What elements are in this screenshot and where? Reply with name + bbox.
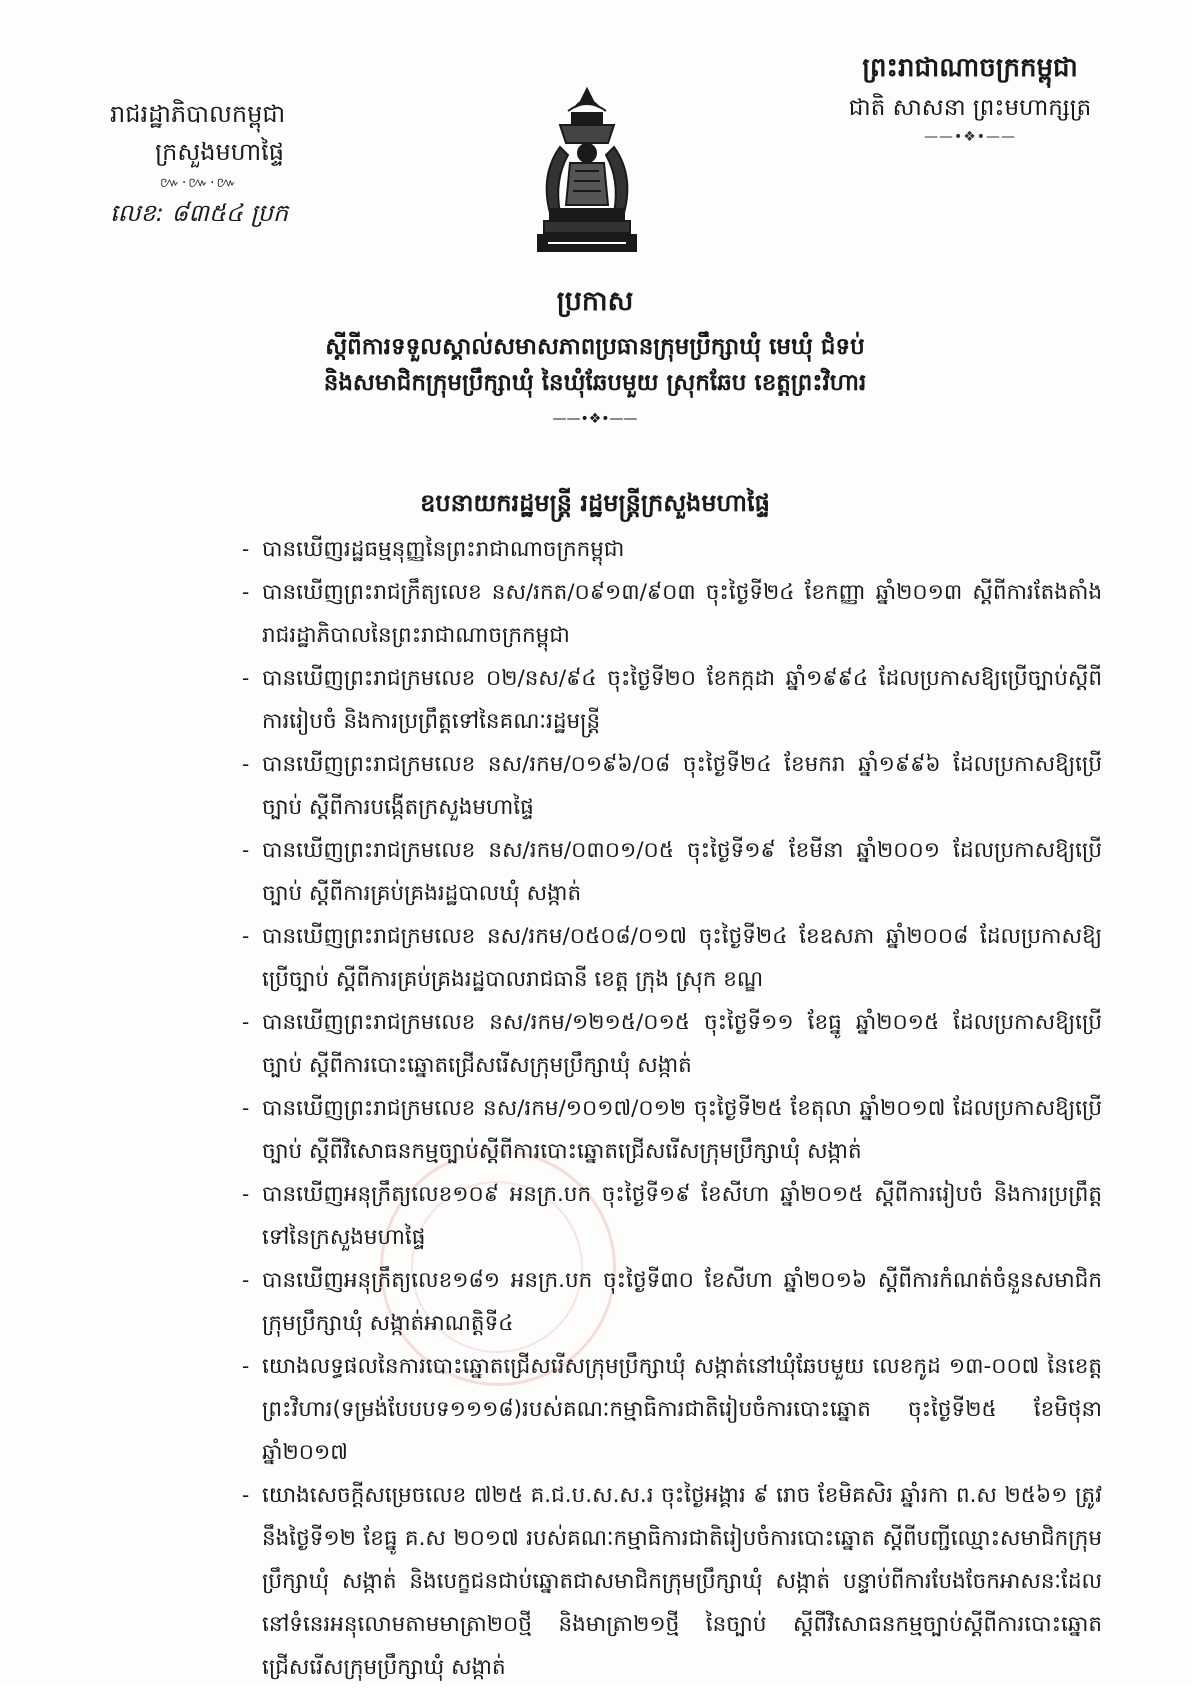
preamble-list [242, 528, 1102, 1689]
kingdom-name: ព្រះរាជាណាចក្រកម្ពុជា [862, 53, 1078, 83]
header-left-ornament: ៚·៚·៚ [160, 174, 239, 191]
preamble-item: - បានឃើញអនុក្រឹត្យលេខ១០៩ អនក្រ.បក ចុះថ្ងៃទី១៩ ខែសីហា ឆ្នាំ២០១៥ ស្តីពីការរៀបចំ និងការប្រព្រឹត្តទៅនៃក្រសួងមហាផ្ទៃ [262, 1173, 1102, 1259]
header-right [820, 48, 1120, 149]
dash-marker: - [242, 1268, 250, 1292]
preamble-item: - បានឃើញព្រះរាជក្រមលេខ ០២/នស/៩៤ ចុះថ្ងៃទី២០ ខែកក្កដា ឆ្នាំ១៩៩៤ ដែលប្រកាសឱ្យប្រើច្បាប់ស្តីពីការរៀបចំ និងការប្រព្រឹត្តទៅនៃគណៈរដ្ឋមន្ត្រី [262, 657, 1102, 743]
dash-marker: - [242, 1354, 250, 1378]
government-name: រាជរដ្ឋាភិបាលកម្ពុជា [110, 100, 286, 128]
dash-marker: - [242, 537, 250, 561]
header-left [110, 95, 430, 233]
preamble-item: - បានឃើញព្រះរាជក្រឹត្យលេខ នស/រកត/០៩១៣/៩០៣ ចុះថ្ងៃទី២៤ ខែកញ្ញា ឆ្នាំ២០១៣ ស្តីពីការតែងតាំងរាជរដ្ឋាភិបាលនៃព្រះរាជាណាចក្រកម្ពុជា [262, 571, 1102, 657]
header-right-ornament: ——•❖•—— [923, 129, 1017, 146]
dash-marker: - [242, 1010, 250, 1034]
national-motto: ជាតិ សាសនា ព្រះមហាក្សត្រ [848, 94, 1092, 121]
reference-number: លេខ: ៨៣៥៤ ប្រក [110, 199, 289, 228]
preamble-item: - បានឃើញព្រះរាជក្រមលេខ នស/រកម/១០១៧/០១២ ចុះថ្ងៃទី២៥ ខែតុលា ឆ្នាំ២០១៧ ដែលប្រកាសឱ្យប្រើច្បាប់ ស្តីពីវិសោធនកម្មច្បាប់ស្តីពីការបោះឆ្នោតជ្រើសរើសក្រុមប្រឹក្សាឃុំ សង្កាត់ [262, 1087, 1102, 1173]
preamble-item: - បានឃើញព្រះរាជក្រមលេខ នស/រកម/០៣០១/០៥ ចុះថ្ងៃទី១៩ ខែមីនា ឆ្នាំ២០០១ ដែលប្រកាសឱ្យប្រើច្បាប់ ស្តីពីការគ្រប់គ្រងរដ្ឋបាលឃុំ សង្កាត់ [262, 829, 1102, 915]
preamble-item: - បានឃើញព្រះរាជក្រមលេខ នស/រកម/០១៩៦/០៨ ចុះថ្ងៃទី២៤ ខែមករា ឆ្នាំ១៩៩៦ ដែលប្រកាសឱ្យប្រើច្បាប់ ស្តីពីការបង្កើតក្រសួងមហាផ្ទៃ [262, 743, 1102, 829]
title-block [150, 285, 1040, 427]
document-type: ប្រកាស [556, 286, 634, 317]
subject-line-2: និងសមាជិកក្រុមប្រឹក្សាឃុំ នៃឃុំឆែបមួយ ស្រុកឆែប ខេត្តព្រះវិហារ [323, 369, 867, 396]
dash-marker: - [242, 1182, 250, 1206]
royal-coat-of-arms-icon [520, 85, 655, 260]
preamble-item: - យោងលទ្ធផលនៃការបោះឆ្នោតជ្រើសរើសក្រុមប្រឹក្សាឃុំ សង្កាត់នៅឃុំឆែបមួយ លេខកូដ ១៣-០០៧ នៃខេត្តព្រះវិហារ(ទម្រង់បែបបទ១១១៨)របស់គណៈកម្មាធិការជាតិរៀបចំការបោះឆ្នោត ចុះថ្ងៃទី២៥ ខែមិថុនា ឆ្នាំ២០១៧ [262, 1345, 1102, 1474]
subject-line-1: ស្តីពីការទទួលស្គាល់សមាសភាពប្រធានក្រុមប្រឹក្សាឃុំ មេឃុំ ជំទប់ [325, 334, 865, 360]
title-ornament: ——•❖•—— [552, 411, 638, 428]
preamble-item: - បានឃើញព្រះរាជក្រមលេខ នស/រកម/០៥០៨/០១៧ ចុះថ្ងៃទី២៤ ខែឧសភា ឆ្នាំ២០០៨ ដែលប្រកាសឱ្យប្រើច្បាប់ ស្តីពីការគ្រប់គ្រងរដ្ឋបាលរាជធានី ខេត្ត ក្រុង ស្រុក ខណ្ឌ [262, 915, 1102, 1001]
dash-marker: - [242, 580, 250, 604]
preamble-item: - បានឃើញអនុក្រឹត្យលេខ១៨១ អនក្រ.បក ចុះថ្ងៃទី៣០ ខែសីហា ឆ្នាំ២០១៦ ស្តីពីការកំណត់ចំនួនសមាជិកក្រុមប្រឹក្សាឃុំ សង្កាត់អាណត្តិទី៤ [262, 1259, 1102, 1345]
dash-marker: - [242, 1096, 250, 1120]
dash-marker: - [242, 1483, 250, 1507]
preamble-item: - បានឃើញព្រះរាជក្រមលេខ នស/រកម/១២១៥/០១៥ ចុះថ្ងៃទី១១ ខែធ្នូ ឆ្នាំ២០១៥ ដែលប្រកាសឱ្យប្រើច្បាប់ ស្តីពីការបោះឆ្នោតជ្រើសរើសក្រុមប្រឹក្សាឃុំ សង្កាត់ [262, 1001, 1102, 1087]
dash-marker: - [242, 666, 250, 690]
issuer-title: ឧបនាយករដ្ឋមន្ត្រី រដ្ឋមន្ត្រីក្រសួងមហាផ្ទៃ [420, 489, 770, 517]
dash-marker: - [242, 752, 250, 776]
dash-marker: - [242, 924, 250, 948]
preamble-item: - បានឃើញរដ្ឋធម្មនុញ្ញនៃព្រះរាជាណាចក្រកម្ពុជា [262, 528, 1102, 571]
dash-marker: - [242, 838, 250, 862]
ministry-name: ក្រសួងមហាផ្ទៃ [155, 138, 285, 167]
preamble-item: - យោងសេចក្តីសម្រេចលេខ ៧២៥ គ.ជ.ប.ស.ស.រ ចុះថ្ងៃអង្គារ ៩ រោច ខែមិគសិរ ឆ្នាំរកា ព.ស ២៥៦១ ត្រូវនឹងថ្ងៃទី១២ ខែធ្នូ គ.ស ២០១៧ របស់គណៈកម្មាធិការជាតិរៀបចំការបោះឆ្នោត ស្តីពីបញ្ជីឈ្មោះសមាជិកក្រុមប្រឹក្សាឃុំ សង្កាត់ និងបេក្ខជនជាប់ឆ្នោតជាសមាជិកក្រុមប្រឹក្សាឃុំ សង្កាត់ បន្ទាប់ពីការបែងចែកអាសនៈដែលនៅទំនេរអនុលោមតាមមាត្រា២០ថ្មី និងមាត្រា២១ថ្មី នៃច្បាប់ ស្តីពីវិសោធនកម្មច្បាប់ស្តីពីការបោះឆ្នោតជ្រើសរើសក្រុមប្រឹក្សាឃុំ សង្កាត់ [262, 1474, 1102, 1689]
